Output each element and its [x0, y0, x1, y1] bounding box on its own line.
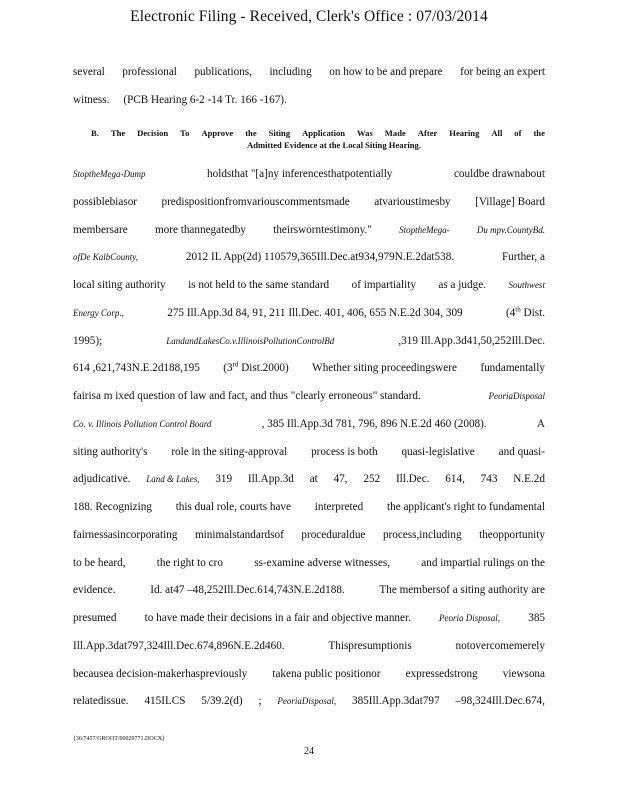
text-segment [150, 584, 345, 596]
segment-text: quasi-legislative [401, 446, 475, 458]
citation-italic [73, 252, 138, 262]
text-segment [379, 584, 545, 596]
segment-text: theirsworntestimony." [273, 224, 372, 236]
segment-text: PeoriaDisposal, [277, 696, 337, 706]
segment-text: PeoriaDisposal [488, 391, 545, 401]
heading-word: Made [384, 128, 406, 138]
segment-text: on how to be and prepare [329, 66, 443, 78]
text-line [73, 557, 545, 569]
text-segment [186, 251, 454, 263]
segment-text: Co. v. Illinois Pollution Control Board [73, 419, 212, 429]
heading-word: To [180, 128, 190, 138]
heading-word: The [110, 128, 126, 138]
citation-italic [277, 696, 336, 706]
text-line [73, 668, 545, 680]
heading-word: of [514, 128, 522, 138]
text-segment [155, 224, 246, 236]
segment-text: Whether siting proceedingswere [312, 362, 457, 374]
text-segment [223, 362, 289, 374]
segment-text: role in the siting-approval [171, 446, 288, 458]
text-line [73, 196, 545, 208]
citation-italic [73, 308, 124, 318]
text-segment [460, 66, 545, 78]
segment-text: minimalstandardsof [194, 529, 284, 541]
segment-text: siting authority's [73, 446, 148, 458]
text-segment [73, 66, 105, 78]
segment-text: Energy Corp., [73, 308, 124, 318]
segment-text: 1995); [73, 335, 103, 347]
segment-text: [Village] Board [475, 196, 545, 208]
text-segment [201, 695, 242, 707]
segment-text: A [536, 418, 545, 430]
text-segment [502, 251, 545, 263]
text-line [73, 66, 545, 78]
text-segment [248, 473, 294, 485]
segment-text: StoptheMega-Dump [73, 169, 146, 179]
segment-text: (PCB Hearing 6-2 -14 Tr. 166 -167). [123, 94, 287, 106]
segment-text: including [269, 66, 312, 78]
text-segment [73, 529, 177, 541]
text-segment [123, 94, 286, 106]
segment-text: N.E.2d [513, 473, 545, 485]
citation-italic [399, 225, 449, 235]
text-segment [215, 473, 232, 485]
text-segment [73, 446, 147, 458]
segment-text: (4 [505, 307, 516, 319]
text-segment [352, 695, 440, 707]
segment-text: couldbe drawnabout [453, 168, 545, 180]
citation-italic [488, 391, 545, 401]
segment-text: holdsthat "[a]ny inferencesthatpotentially [207, 168, 393, 180]
segment-text: 5/39.2(d) [201, 695, 243, 707]
segment-text: viewsona [502, 668, 545, 680]
segment-text: and quasi- [498, 446, 545, 458]
text-segment [398, 335, 545, 347]
text-segment [122, 66, 177, 78]
filing-header: Electronic Filing - Received, Clerk's Office : 07/03/2014 [130, 8, 488, 25]
heading-word: B. [91, 128, 99, 138]
segment-text: LandandLakesCo.v.IllinoisPollutionControlBd [166, 336, 335, 346]
text-segment [145, 612, 411, 624]
text-segment [503, 668, 545, 680]
segment-text: publications, [194, 66, 252, 78]
segment-tail: Dist. [520, 307, 545, 319]
segment-text: takena public positionor [272, 668, 381, 680]
heading-word: Was [357, 128, 373, 138]
segment-text: Ill.Dec. [395, 473, 430, 485]
segment-text: ss-examine adverse witnesses, [254, 557, 391, 569]
text-segment [383, 529, 462, 541]
segment-text: relatedissue. [73, 695, 129, 707]
citation-italic [166, 336, 334, 346]
heading-word: Siting [268, 128, 291, 138]
text-segment [328, 640, 411, 652]
citation-italic [73, 419, 211, 429]
text-segment [406, 668, 478, 680]
text-segment [167, 307, 462, 319]
text-line [73, 335, 545, 347]
segment-text: Du mpv.CountyBd. [476, 225, 545, 235]
text-segment [480, 362, 545, 374]
text-segment [188, 279, 329, 291]
section-heading-line-2: Admitted Evidence at the Local Siting Hearing. [246, 140, 421, 150]
segment-text: , 385 Ill.App.3d 781, 796, 896 N.E.2d 460 (2008). [261, 418, 487, 430]
segment-text: predispositionfromvariouscommentsmade [161, 196, 350, 208]
text-line [73, 251, 545, 263]
segment-text: evidence. [73, 584, 116, 596]
text-segment [254, 557, 390, 569]
text-line [73, 446, 545, 458]
text-segment [73, 501, 152, 513]
segment-text: for being an expert [460, 66, 545, 78]
segment-text: expressedstrong [405, 668, 478, 680]
text-line [73, 224, 545, 236]
text-line [73, 529, 545, 541]
segment-text: ,319 Ill.App.3d41,50,252Ill.Dec. [398, 335, 545, 347]
text-segment [73, 390, 421, 402]
segment-text: 252 [363, 473, 381, 485]
segment-text: to be heard, [73, 557, 126, 569]
heading-word: the [245, 128, 257, 138]
citation-italic [439, 613, 500, 623]
text-segment [73, 196, 137, 208]
text-segment [445, 473, 465, 485]
text-segment [506, 307, 545, 319]
segment-text: possiblebiasor [73, 196, 138, 208]
text-segment [301, 529, 365, 541]
text-segment [73, 695, 129, 707]
text-segment [455, 695, 544, 707]
text-segment [262, 418, 487, 430]
segment-text: is not held to the same standard [188, 279, 330, 291]
text-segment [171, 446, 287, 458]
text-segment [499, 446, 545, 458]
segment-text: –98,324Ill.Dec.674, [455, 695, 545, 707]
segment-text: Southwest [508, 280, 545, 290]
segment-text: Id. at47 –48,252Ill.Dec.614,743N.E.2d188. [150, 584, 345, 596]
segment-text: 188. Recognizing [73, 501, 152, 513]
text-segment [312, 362, 457, 374]
text-segment [352, 279, 416, 291]
text-segment [396, 473, 430, 485]
segment-text: The membersof a siting authority are [379, 584, 545, 596]
text-line [73, 279, 545, 291]
segment-text: 415ILCS [144, 695, 186, 707]
text-segment [194, 66, 251, 78]
segment-text: atvarioustimesby [374, 196, 451, 208]
citation-italic [508, 280, 545, 290]
segment-text: fairnessasincorporating [73, 529, 178, 541]
text-segment [329, 66, 442, 78]
text-segment [456, 640, 545, 652]
heading-word: Decision [137, 128, 169, 138]
text-segment [273, 224, 372, 236]
text-segment [481, 473, 498, 485]
text-segment [334, 473, 348, 485]
segment-text: as a judge. [438, 279, 486, 291]
text-segment [176, 501, 291, 513]
text-segment [161, 196, 349, 208]
text-segment [195, 529, 284, 541]
text-segment [73, 224, 128, 236]
text-segment [421, 557, 545, 569]
heading-word: After [417, 128, 438, 138]
segment-text: 385 [528, 612, 545, 624]
citation-italic [477, 225, 545, 235]
text-segment [144, 695, 185, 707]
segment-text: local siting authority [73, 279, 166, 291]
segment-text: 47, [333, 473, 348, 485]
text-segment [269, 66, 311, 78]
text-segment [73, 640, 285, 652]
heading-word: Hearing [449, 128, 480, 138]
text-segment [73, 473, 130, 485]
text-line [73, 612, 545, 624]
text-line [73, 307, 545, 319]
ordinal-suffix: rd [232, 360, 239, 369]
text-segment [207, 168, 392, 180]
text-segment [73, 584, 116, 596]
segment-text: ; [258, 695, 262, 707]
text-segment [73, 94, 109, 106]
segment-text: and impartial rulings on the [421, 557, 545, 569]
text-segment [73, 668, 247, 680]
segment-text: fundamentally [480, 362, 545, 374]
segment-text: more thannegatedby [154, 224, 246, 236]
citation-italic [73, 169, 145, 179]
text-segment [401, 446, 474, 458]
segment-text: (3 [223, 362, 233, 374]
segment-text: membersare [73, 224, 128, 236]
text-line [73, 695, 545, 707]
segment-text: the applicant's right to fundamental [387, 501, 545, 513]
segment-text: fairisa m ixed question of law and fact, and thus "clearly erroneous" standard. [73, 390, 421, 402]
text-segment [272, 668, 380, 680]
text-segment [157, 557, 223, 569]
segment-tail: Dist.2000) [238, 362, 289, 374]
text-segment [537, 418, 545, 430]
segment-text: Peoria Disposal, [439, 613, 501, 623]
segment-text: StoptheMega- [399, 225, 450, 235]
segment-text: Further, a [501, 251, 545, 263]
segment-text: 614, [445, 473, 465, 485]
text-segment [73, 362, 200, 374]
segment-text: 614 ,621,743N.E.2d188,195 [73, 362, 200, 374]
text-segment [310, 473, 318, 485]
text-line [73, 362, 545, 374]
text-segment [387, 501, 545, 513]
segment-text: Thispresumptionis [328, 640, 412, 652]
segment-text: 319 [215, 473, 233, 485]
segment-text: Ill.App.3dat797,324Ill.Dec.674,896N.E.2d460. [73, 640, 285, 652]
text-line [73, 418, 545, 430]
segment-text: becausea decision-makerhaspreviously [73, 668, 248, 680]
text-line [73, 501, 545, 513]
text-segment [73, 279, 166, 291]
text-line [73, 473, 545, 485]
segment-text: process,including [382, 529, 462, 541]
segment-text: witness. [73, 94, 110, 106]
segment-text: at [309, 473, 318, 485]
segment-text: presumed [73, 612, 117, 624]
segment-text: several [73, 66, 105, 78]
segment-text: Ill.App.3d [247, 473, 294, 485]
text-segment [73, 557, 126, 569]
segment-text: 743 [480, 473, 498, 485]
segment-text: of impartiality [351, 279, 416, 291]
segment-text: the right to cro [156, 557, 223, 569]
text-segment [479, 529, 545, 541]
segment-text: theopportunity [479, 529, 545, 541]
segment-text: ofDe KalbCounty, [73, 252, 138, 262]
section-heading-line-1 [73, 128, 545, 138]
citation-italic [146, 474, 199, 484]
text-line [73, 584, 545, 596]
text-segment [513, 473, 545, 485]
heading-word: Approve [201, 128, 234, 138]
segment-text: 385Ill.App.3dat797 [351, 695, 440, 707]
text-line [73, 168, 545, 180]
segment-text: notovercomemerely [455, 640, 545, 652]
heading-word: the [533, 128, 545, 138]
text-segment [73, 612, 117, 624]
text-segment [73, 335, 102, 347]
footer-document-ref: {36/7457/GROOT/00029771.DOCX} [73, 736, 165, 742]
segment-text: process is both [311, 446, 378, 458]
text-line [73, 390, 545, 402]
text-segment [438, 279, 486, 291]
segment-text: professional [122, 66, 177, 78]
segment-text: proceduraldue [301, 529, 366, 541]
heading-word: Application [302, 128, 346, 138]
segment-text: 2012 IL App(2d) 110579,365Ill.Dec.at934,979N.E.2dat538. [185, 251, 455, 263]
segment-text: to have made their decisions in a fair and objective manner. [144, 612, 411, 624]
text-segment [258, 695, 261, 707]
segment-text: Land & Lakes, [146, 474, 200, 484]
text-line [73, 94, 545, 106]
section-heading [73, 128, 545, 150]
text-segment [528, 612, 545, 624]
text-segment [374, 196, 450, 208]
page-number: 24 [304, 746, 314, 757]
text-line [73, 640, 545, 652]
text-segment [475, 196, 545, 208]
segment-text: this dual role, courts have [175, 501, 291, 513]
segment-text: adjudicative. [73, 473, 131, 485]
ordinal-suffix: th [515, 305, 521, 314]
text-segment [454, 168, 545, 180]
heading-word: All [491, 128, 503, 138]
segment-text: interpreted [314, 501, 364, 513]
text-segment [363, 473, 380, 485]
text-segment [311, 446, 378, 458]
segment-text: 275 Ill.App.3d 84, 91, 211 Ill.Dec. 401, 406, 655 N.E.2d 304, 309 [167, 307, 463, 319]
text-segment [315, 501, 363, 513]
